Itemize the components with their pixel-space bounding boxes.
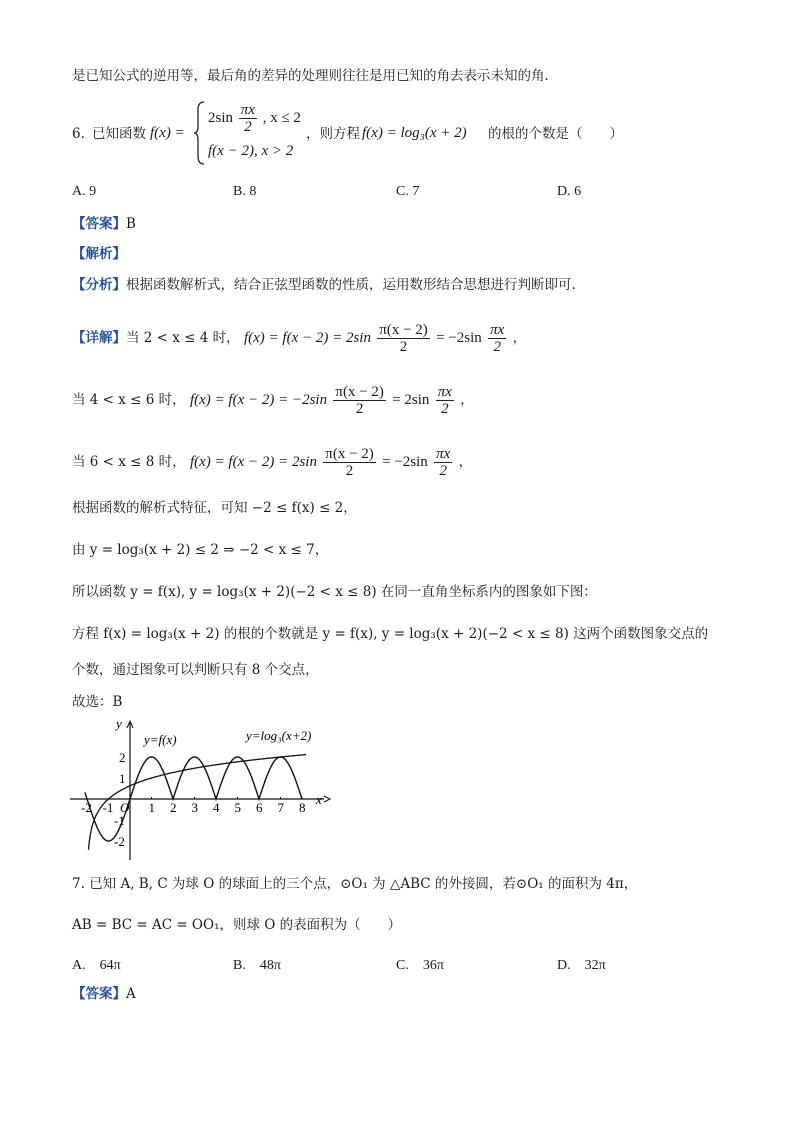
q6-fenxi-label: 【分析】 (72, 277, 126, 293)
x-tick-label: 7 (277, 800, 284, 815)
q6-equation: f(x) = log₃(x + 2) (362, 125, 467, 141)
q6-case1-den: 2 (239, 118, 257, 135)
q6-d3-num: π(x − 2) (325, 446, 374, 462)
x-tick-label: -1 (102, 800, 114, 815)
q6-d2-num: π(x − 2) (335, 384, 384, 400)
q6-d3-frac2 (434, 446, 452, 479)
q7-number: 7. (72, 876, 85, 892)
q7-option-d[interactable]: D. 32π (557, 958, 606, 973)
q6-d3-eq: f(x) = f(x − 2) = 2sin (189, 454, 317, 470)
q6-line-9: 故选：B (72, 694, 123, 710)
q6-d1-pre: 当 2 < x ≤ 4 时， (126, 330, 240, 346)
q6-d3-num2: πx (436, 446, 451, 462)
q6-case1-cond: , x ≤ 2 (262, 109, 301, 126)
q6-d1-frac2 (488, 322, 506, 355)
q7-answer-value: A (126, 986, 136, 1002)
intro-line: 是已知公式的逆用等，最后角的差异的处理则往往是用已知的角去表示未知的角. (72, 68, 549, 84)
q6-d1-num2: πx (490, 322, 505, 338)
q7-answer (72, 984, 136, 1004)
y-tick-label: -1 (114, 813, 125, 828)
q6-detail-3 (72, 446, 472, 479)
q6-d2-mid: = 2sin (392, 392, 430, 408)
q6-d2-num2: πx (437, 384, 452, 400)
x-tick-label: 8 (299, 800, 306, 815)
q7-line-1 (72, 874, 637, 894)
x-tick-label: -2 (81, 800, 92, 815)
q6-prefix: 已知函数 (92, 126, 146, 142)
q6-line-6: 所以函数 y = f(x), y = log₃(x + 2)(−2 < x ≤ 8) 在同一直角坐标系内的图象如下图： (72, 584, 597, 600)
q6-d1-frac (377, 322, 430, 355)
q6-detail-1 (72, 322, 526, 355)
q6-option-a[interactable]: A. 9 (72, 184, 97, 199)
q6-d1-den: 2 (377, 338, 430, 355)
q6-answer-label: 【答案】 (72, 216, 126, 232)
q6-d3-mid: = −2sin (382, 454, 428, 470)
x-tick-label: 4 (213, 800, 220, 815)
q6-option-d[interactable]: D. 6 (557, 184, 582, 199)
x-axis-arrow (324, 796, 330, 802)
q6-d1-den2: 2 (488, 338, 506, 355)
q6-brace (194, 100, 206, 166)
series-fx-label: y=f(x) (144, 732, 177, 747)
q7-text-1: 已知 A, B, C 为球 O 的球面上的三个点，⊙O₁ 为 △ABC 的外接圆，若⊙O₁ 的面积为 4π， (89, 876, 638, 892)
q6-number: 6. (72, 126, 85, 142)
q6-option-c[interactable]: C. 7 (396, 184, 420, 199)
x-tick-label: 6 (256, 800, 263, 815)
q6-line-7: 方程 f(x) = log₃(x + 2) 的根的个数就是 y = f(x), y = log₃(x + 2)(−2 < x ≤ 8) 这两个函数图象交点的 (72, 626, 709, 642)
x-tick-label: 5 (234, 800, 241, 815)
graph-labels (81, 716, 322, 849)
q6-mid: ，则方程 (306, 126, 360, 142)
q7-line-2: AB = BC = AC = OO₁，则球 O 的表面积为（ ） (72, 917, 402, 933)
q6-d2-end: ， (460, 392, 474, 408)
x-tick-label: 3 (191, 800, 198, 815)
q6-d3-den: 2 (323, 462, 376, 479)
y-tick-label: 1 (119, 771, 126, 786)
q6-answer-value: B (126, 216, 136, 232)
x-axis-label: x (316, 792, 322, 807)
q7-option-a[interactable]: A. 64π (72, 958, 121, 973)
q6-case2: f(x − 2), x > 2 (208, 143, 294, 159)
y-axis-label: y (116, 716, 122, 731)
y-tick-label: 2 (119, 750, 126, 765)
q6-detail-2 (72, 384, 474, 417)
q6-d1-num: π(x − 2) (379, 322, 428, 338)
q6-suffix: 的根的个数是（ ） (488, 126, 623, 142)
q6-line-8: 个数，通过图象可以判断只有 8 个交点， (72, 662, 319, 678)
function-graph (66, 716, 336, 862)
y-tick-label: -2 (114, 834, 125, 849)
q6-d1-end: ， (512, 330, 527, 346)
q6-d1-eq: f(x) = f(x − 2) = 2sin (243, 330, 371, 346)
q6-line-5: 由 y = log₃(x + 2) ≤ 2 ⇒ −2 < x ≤ 7， (72, 542, 329, 558)
q6-d2-eq: f(x) = f(x − 2) = −2sin (189, 392, 328, 408)
q6-d1-mid: = −2sin (436, 330, 482, 346)
q7-answer-label: 【答案】 (72, 986, 126, 1002)
q6-case1-num: πx (240, 102, 255, 118)
q6-fenxi-text: 根据函数解析式，结合正弦型函数的性质，运用数形结合思想进行判断即可. (126, 277, 576, 293)
q6-d3-frac (323, 446, 376, 479)
q6-line-4: 根据函数的解析式特征，可知 −2 ≤ f(x) ≤ 2， (72, 500, 357, 516)
q6-case1 (208, 102, 301, 135)
q6-d3-pre: 当 6 < x ≤ 8 时， (72, 454, 186, 470)
x-tick-label: 2 (170, 800, 177, 815)
q7-option-c[interactable]: C. 36π (396, 958, 444, 973)
x-tick-label: 1 (148, 800, 155, 815)
q6-d2-den2: 2 (436, 400, 454, 417)
q6-d2-frac2 (436, 384, 454, 417)
q6-d2-frac (333, 384, 386, 417)
q6-option-b[interactable]: B. 8 (233, 184, 257, 199)
q6-d2-den: 2 (333, 400, 386, 417)
x-tick-label: O (120, 800, 130, 815)
q6-d2-pre: 当 4 < x ≤ 6 时， (72, 392, 186, 408)
q6-case1-frac (239, 102, 257, 135)
q7-option-b[interactable]: B. 48π (233, 958, 281, 973)
q6-fenxi (72, 275, 576, 295)
q6-analysis-label: 【解析】 (72, 246, 126, 262)
q6-d3-end: ， (458, 454, 473, 470)
q6-fx: f(x) = (150, 125, 185, 141)
q6-detail-label: 【详解】 (72, 330, 126, 346)
series-log-label: y=log₃(x+2) (246, 728, 312, 743)
q6-answer (72, 214, 136, 234)
q6-d3-den2: 2 (434, 462, 452, 479)
q6-case1-pre: 2sin (208, 109, 234, 126)
